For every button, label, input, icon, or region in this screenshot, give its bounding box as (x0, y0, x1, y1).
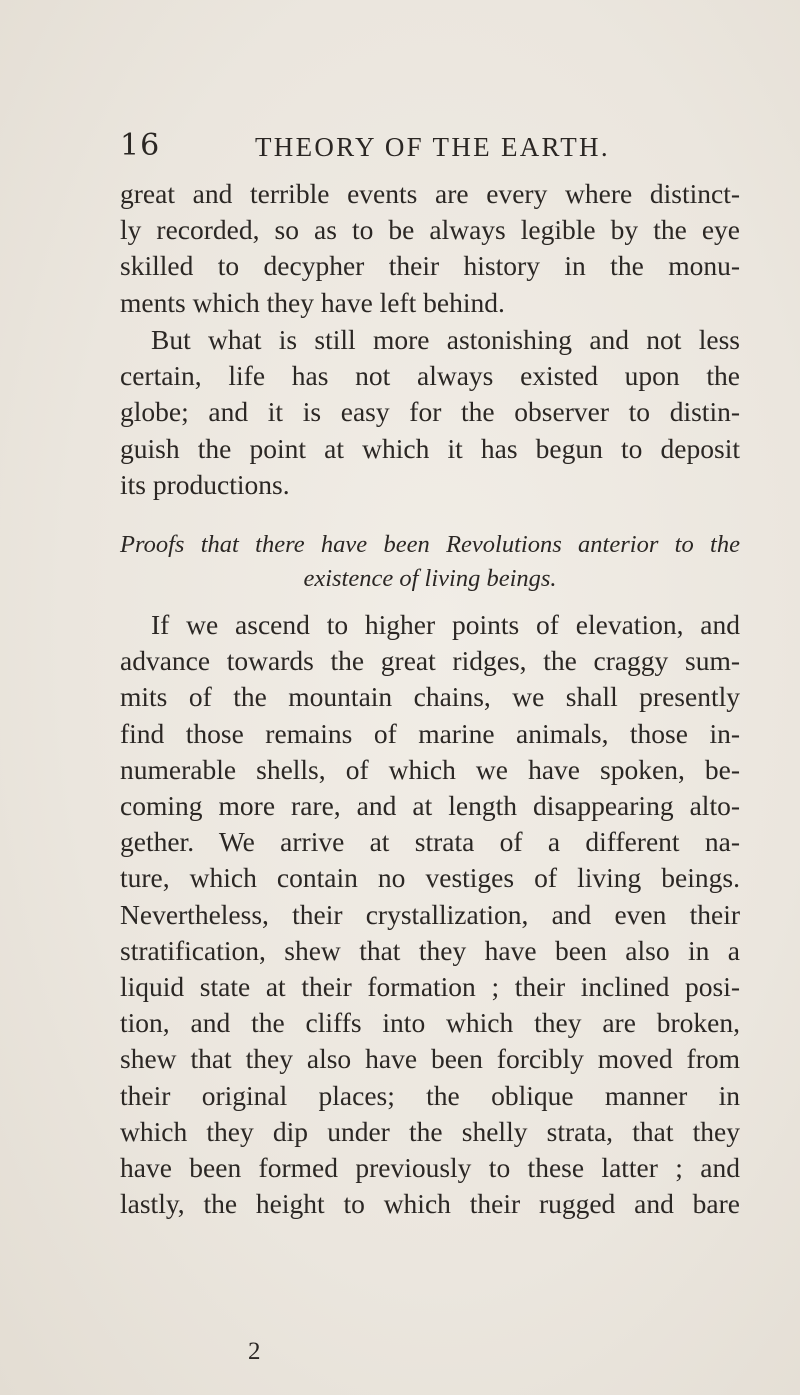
text-line: ments which they have left behind. (120, 286, 505, 318)
text-line: numerable shells, of which we have spoken, be- (120, 753, 740, 785)
signature-mark: 2 (248, 1338, 261, 1365)
text-line: ture, which contain no vestiges of living beings. (120, 862, 740, 894)
text-line: mits of the mountain chains, we shall presently (120, 681, 740, 713)
section-heading (120, 528, 740, 596)
text-line: advance towards the great ridges, the craggy sum- (120, 645, 740, 677)
text-line: certain, life has not always existed upon the (120, 360, 740, 392)
paragraph-2 (120, 322, 740, 503)
text-line: coming more rare, and at length disappearing alto- (120, 790, 740, 822)
text-line: find those remains of marine animals, those in- (120, 717, 740, 749)
text-line: lastly, the height to which their rugged and bare (120, 1188, 740, 1220)
heading-line: Proofs that there have been Revolutions anterior to the (120, 531, 740, 558)
text-line: gether. We arrive at strata of a different na- (120, 826, 740, 858)
text-line: guish the point at which it has begun to deposit (120, 432, 740, 464)
paragraph-3 (120, 607, 740, 1222)
text-line: their original places; the oblique manner in (120, 1079, 740, 1111)
text-line: Nevertheless, their crystallization, and even their (120, 898, 740, 930)
text-line: If we ascend to higher points of elevation, and (151, 609, 740, 640)
text-line: tion, and the cliffs into which they are broken, (120, 1007, 740, 1039)
text-line: But what is still more astonishing and not less (151, 324, 740, 355)
page-number: 16 (120, 128, 161, 163)
text-line: globe; and it is easy for the observer to distin- (120, 396, 740, 428)
text-line: ly recorded, so as to be always legible by the eye (120, 214, 740, 246)
text-line: skilled to decypher their history in the monu- (120, 250, 740, 282)
text-line: shew that they also have been forcibly moved from (120, 1043, 740, 1075)
text-line: liquid state at their formation ; their inclined posi- (120, 971, 740, 1003)
text-line: stratification, shew that they have been also in a (120, 934, 740, 966)
text-line: have been formed previously to these latter ; and (120, 1152, 740, 1184)
page-header (120, 128, 740, 168)
paragraph-1 (120, 176, 740, 321)
text-line: which they dip under the shelly strata, that they (120, 1115, 740, 1147)
text-line: great and terrible events are every where distinct- (120, 178, 740, 209)
running-title: THEORY OF THE EARTH. (255, 132, 610, 162)
heading-line: existence of living beings. (303, 565, 557, 592)
text-line: its productions. (120, 468, 290, 500)
